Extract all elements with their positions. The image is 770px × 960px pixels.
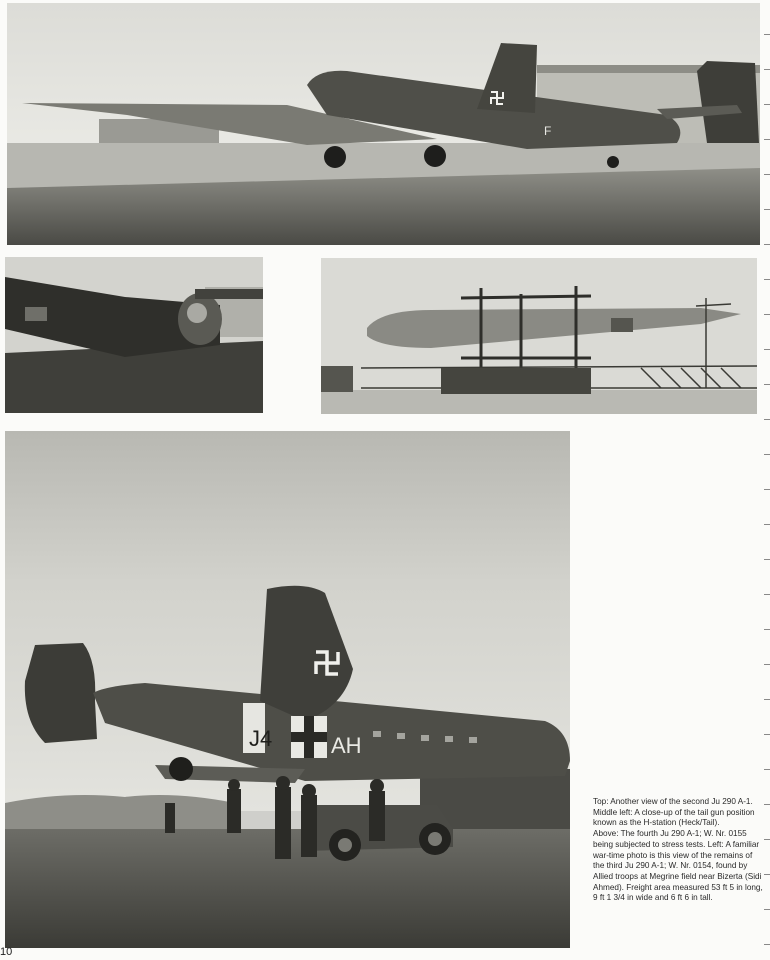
photo-caption (593, 797, 765, 904)
photo-middle-right-image (321, 258, 757, 414)
page-number: 10 (0, 946, 13, 958)
photo-bottom-aircraft-remains (5, 431, 570, 948)
photo-top-image (7, 3, 760, 245)
top-fuselage-code: F (544, 124, 552, 138)
photo-middle-left-image (5, 257, 263, 413)
photo-middle-right-stress-test (321, 258, 757, 414)
caption-paragraph-top: Top: Another view of the second Ju 290 A-1. Middle left: A close-up of the tail gun position known as the H-station (Heck/Tail). (593, 797, 755, 828)
page-edge-marks (764, 0, 770, 960)
photo-bottom-image (5, 431, 570, 948)
fuselage-code-left: J4 (249, 726, 273, 751)
photo-top-aircraft-airfield (7, 3, 760, 245)
photo-middle-left-tail-gun (5, 257, 263, 413)
fuselage-code-right: AH (331, 733, 362, 758)
caption-paragraph-bottom: Above: The fourth Ju 290 A-1; W. Nr. 0155 being subjected to stress tests. Left: A familiar war-time photo is this view of the remains of the third Ju 290 A-1; W. Nr. 0154, found by Allied troops at Megrine field near Bizerta (Sidi Ahmed). Freight area measured 53 ft 5 in long, 9 ft 1 3/4 in wide and 6 ft 6 in tall. (593, 829, 763, 903)
